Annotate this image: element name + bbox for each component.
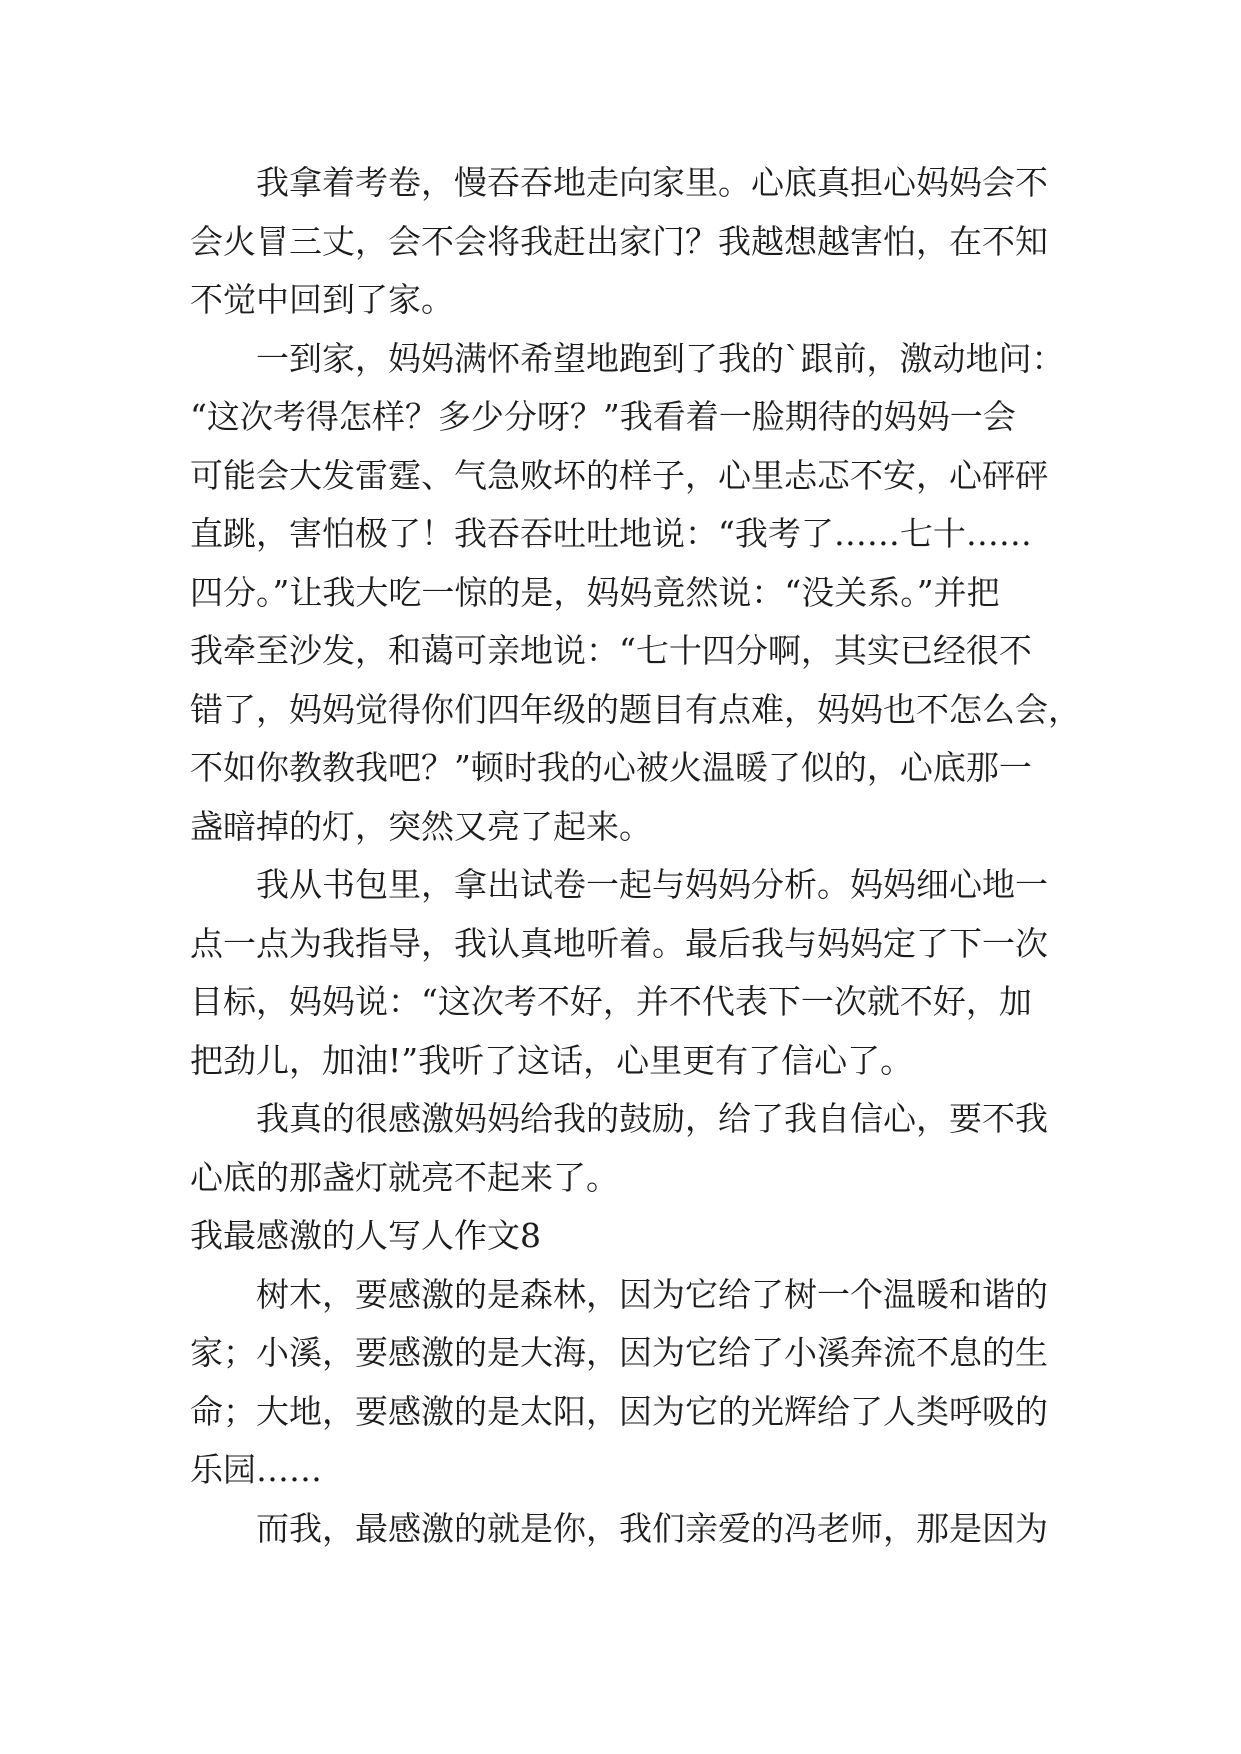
text-line: 错了，妈妈觉得你们四年级的题目有点难，妈妈也不怎么会， <box>190 689 1081 729</box>
section-heading: 我最感激的人写人作文8 <box>190 1216 541 1255</box>
text-line: 而我，最感激的就是你，我们亲爱的冯老师，那是因为 <box>256 1508 1048 1548</box>
text-line: 点一点为我指导，我认真地听着。最后我与妈妈定了下一次 <box>190 923 1048 963</box>
text-line: 我牵至沙发，和蔼可亲地说：“七十四分啊，其实已经很不 <box>190 631 1032 670</box>
text-line: 家；小溪，要感激的是大海，因为它给了小溪奔流不息的生 <box>190 1333 1048 1372</box>
text-line: 我拿着考卷，慢吞吞地走向家里。心底真担心妈妈会不 <box>256 163 1048 202</box>
text-line: 树木，要感激的是森林，因为它给了树一个温暖和谐的 <box>256 1274 1048 1314</box>
text-line: 直跳，害怕极了！我吞吞吐吐地说：“我考了……七十…… <box>190 514 1032 553</box>
text-line: 不觉中回到了家。 <box>190 280 454 319</box>
text-line: 一到家，妈妈满怀希望地跑到了我的`跟前，激动地问： <box>256 338 1065 378</box>
essay-text <box>190 154 1081 1558</box>
text-line: 会火冒三丈，会不会将我赶出家门？我越想越害怕，在不知 <box>190 221 1048 261</box>
text-line: 命；大地，要感激的是太阳，因为它的光辉给了人类呼吸的 <box>190 1391 1048 1431</box>
text-line: 我从书包里，拿出试卷一起与妈妈分析。妈妈细心地一 <box>256 865 1048 904</box>
text-line: 不如你教教我吧？”顿时我的心被火温暖了似的，心底那一 <box>190 748 1032 787</box>
text-line: 乐园…… <box>190 1450 322 1489</box>
text-line: 可能会大发雷霆、气急败坏的样子，心里忐忑不安，心砰砰 <box>190 455 1048 495</box>
text-line: “这次考得怎样？多少分呀？”我看着一脸期待的妈妈一会 <box>190 397 1016 436</box>
text-line: 把劲儿，加油!”我听了这话，心里更有了信心了。 <box>190 1040 914 1080</box>
text-line: 我真的很感激妈妈给我的鼓励，给了我自信心，要不我 <box>256 1099 1048 1138</box>
text-line: 目标，妈妈说：“这次考不好，并不代表下一次就不好，加 <box>190 982 1032 1021</box>
text-line: 盏暗掉的灯，突然又亮了起来。 <box>190 806 652 846</box>
text-line: 四分。”让我大吃一惊的是，妈妈竟然说：“没关系。”并把 <box>190 572 1000 612</box>
text-line: 心底的那盏灯就亮不起来了。 <box>190 1157 619 1197</box>
